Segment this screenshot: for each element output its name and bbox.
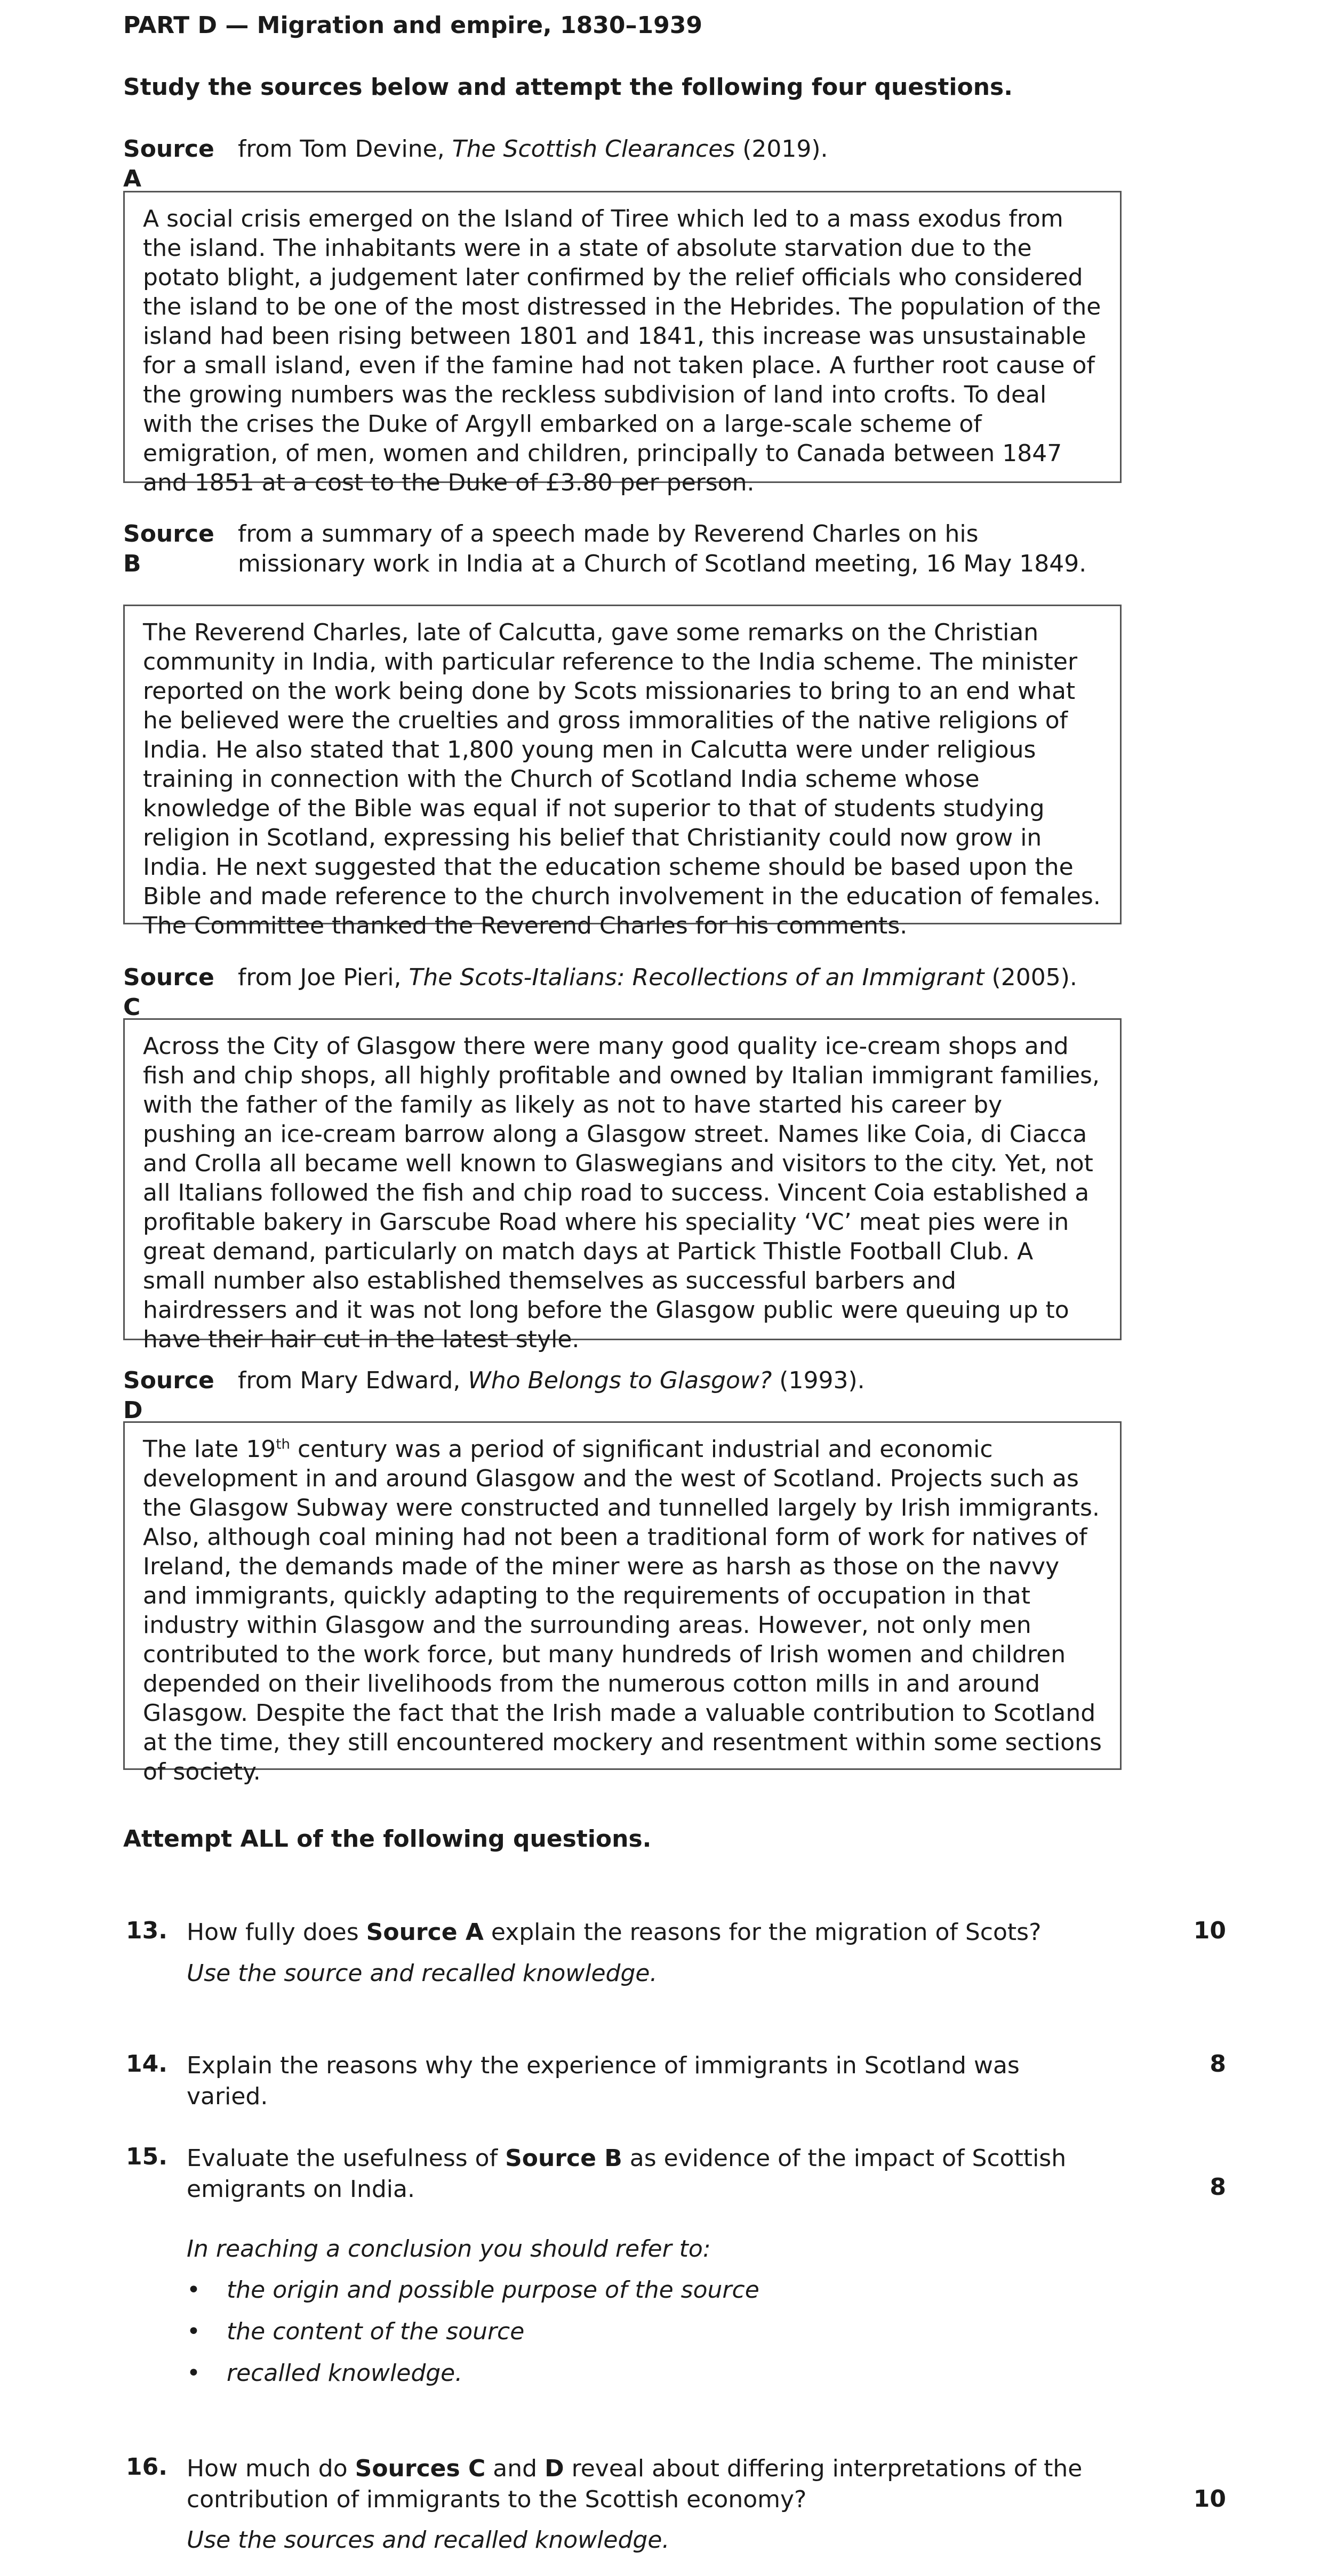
source-b-text: The Reverend Charles, late of Calcutta, gave some remarks on the Christian community in India, with particular reference to the India scheme. The minister reported on the work being done by Scots missionaries to bring to an end what he believed were the cruelties and gross immoralities of the native religions of India. He also stated that 1,800 young men in Calcutta were under religious training in connection with the Church of Scotland India scheme whose knowledge of the Bible was equal if not superior to that of students studying religion in Scotland, expressing his belief that Christianity could now grow in India. He next suggested that the education scheme should be based upon the Bible and made reference to the church involvement in the education of females. The Committee thanked the Reverend Charles for his comments.: [143, 619, 1101, 939]
source-d-text-start: The late 19: [143, 1436, 276, 1463]
source-c-heading: [123, 963, 1136, 1023]
source-d-text: [143, 1435, 1102, 1786]
question-16-text-mid: and: [485, 2455, 545, 2482]
source-b-box: [123, 605, 1122, 939]
attempt-all-heading: Attempt ALL of the following questions.: [123, 1825, 652, 1853]
question-13-text-pre: How fully does: [187, 1919, 366, 1946]
part-title: PART D — Migration and empire, 1830–1939: [123, 12, 702, 39]
question-15-text-bold: Source B: [505, 2145, 622, 2172]
source-c-title: The Scots-Italians: Recollections of an Immigrant: [409, 964, 984, 991]
question-13-text-post: explain the reasons for the migration of Scots?: [483, 1919, 1042, 1946]
bullet-text: the origin and possible purpose of the source: [227, 2276, 759, 2304]
source-d-title: Who Belongs to Glasgow?: [468, 1367, 772, 1394]
question-16-text-post: reveal about differing interpretations of the contribution of immigrants to the Scottish economy?: [187, 2455, 1083, 2513]
source-b-label: Source B: [123, 520, 214, 577]
source-d-text-rest: century was a period of significant industrial and economic development in and around Glasgow and the west of Scotland. Projects such as the Glasgow Subway were constructed and tunnelled largely by Irish immigrants. Also, although coal mining had not been a traditional form of work for natives of Ireland, the demands made of the miner were as harsh as those on the navvy and immigrants, quickly adapting to the requirements of occupation in that industry within Glasgow and the surrounding areas. However, not only men contributed to the work force, but many hundreds of Irish women and children depended on their livelihoods from the numerous cotton mills in and around Glasgow. Despite the fact that the Irish made a valuable contribution to Scotland at the time, they still encountered mockery and resentment within some sections of society.: [143, 1436, 1102, 1785]
source-a-title: The Scottish Clearances: [452, 135, 735, 163]
source-a-text: A social crisis emerged on the Island of Tiree which led to a mass exodus from the island. The inhabitants were in a state of absolute starvation due to the potato blight, a judgement later confirmed by the relief officials who considered the island to be one of the most distressed in the Hebrides. The population of the island had been rising between 1801 and 1841, this increase was unsustainable for a small island, even if the famine had not taken place. A further root cause of the growing numbers was the reckless subdivision of land into crofts. To deal with the crises the Duke of Argyll embarked on a large-scale scheme of emigration, of men, women and children, principally to Canada between 1847 and 1851 at a cost to the Duke of £3.80 per person.: [143, 205, 1101, 496]
source-c-text: Across the City of Glasgow there were many good quality ice-cream shops and fish and chip shops, all highly profitable and owned by Italian immigrant families, with the father of the family as likely as not to have started his career by pushing an ice-cream barrow along a Glasgow street. Names like Coia, di Ciacca and Crolla all became well known to Glaswegians and visitors to the city. Yet, not all Italians followed the fish and chip road to success. Vincent Coia established a profitable bakery in Garscube Road where his speciality ‘VC’ meat pies were in great demand, particularly on match days at Partick Thistle Football Club. A small number also established themselves as successful barbers and hairdressers and it was not long before the Glasgow public were queuing up to have their hair cut in the latest style.: [143, 1033, 1100, 1353]
question-16-number: 16.: [126, 2453, 167, 2481]
question-16-text-bold2: D: [545, 2455, 564, 2482]
question-13-marks: 10: [1193, 1917, 1226, 1944]
bullet-text: recalled knowledge.: [227, 2360, 463, 2387]
question-15-text: [187, 2143, 1104, 2205]
question-14-marks: 8: [1210, 2050, 1226, 2078]
question-16-text: [187, 2453, 1104, 2515]
question-13-number: 13.: [126, 1917, 167, 1944]
bullet-icon: •: [187, 2276, 201, 2304]
question-15-text-post: as evidence of the impact of Scottish emigrants on India.: [187, 2145, 1067, 2203]
question-16-text-bold1: Sources C: [355, 2455, 486, 2482]
source-a-heading: [123, 134, 1136, 194]
source-c-label: Source C: [123, 964, 214, 1021]
question-15-text-pre: Evaluate the usefulness of: [187, 2145, 506, 2172]
bullet-icon: •: [187, 2360, 201, 2387]
question-15-conclusion-intro: In reaching a conclusion you should refer to:: [187, 2235, 711, 2263]
source-a-box: [123, 191, 1122, 496]
question-14-number: 14.: [126, 2050, 167, 2078]
source-d-label: Source D: [123, 1367, 214, 1424]
source-d-heading: [123, 1366, 1136, 1426]
question-13-note: Use the source and recalled knowledge.: [187, 1960, 658, 1987]
source-a-intro: from Tom Devine,: [238, 135, 452, 163]
question-13-text: [187, 1917, 1104, 1948]
source-a-label: Source A: [123, 135, 214, 192]
source-c-suffix: (2005).: [984, 964, 1077, 991]
source-c-intro: from Joe Pieri,: [238, 964, 409, 991]
source-d-text-sup: th: [276, 1436, 290, 1453]
source-a-suffix: (2019).: [735, 135, 828, 163]
question-16-note: Use the sources and recalled knowledge.: [187, 2526, 670, 2554]
source-d-intro: from Mary Edward,: [238, 1367, 468, 1394]
instructions: Study the sources below and attempt the following four questions.: [123, 74, 1013, 101]
question-13-text-bold: Source A: [366, 1919, 484, 1946]
source-b-heading: [123, 519, 1136, 579]
source-c-box: [123, 1018, 1122, 1353]
question-15-marks: 8: [1210, 2174, 1226, 2201]
question-16-text-pre: How much do: [187, 2455, 355, 2482]
question-15-number: 15.: [126, 2143, 167, 2170]
question-14-text: Explain the reasons why the experience of immigrants in Scotland was varied.: [187, 2052, 1020, 2110]
source-d-box: [123, 1421, 1122, 1785]
source-d-suffix: (1993).: [772, 1367, 865, 1394]
source-b-intro: from a summary of a speech made by Reverend Charles on his missionary work in India at a Church of Scotland meeting, 16 May 1849.: [238, 520, 1087, 577]
question-16-marks: 10: [1193, 2485, 1226, 2513]
bullet-text: the content of the source: [227, 2318, 525, 2345]
bullet-icon: •: [187, 2318, 201, 2345]
